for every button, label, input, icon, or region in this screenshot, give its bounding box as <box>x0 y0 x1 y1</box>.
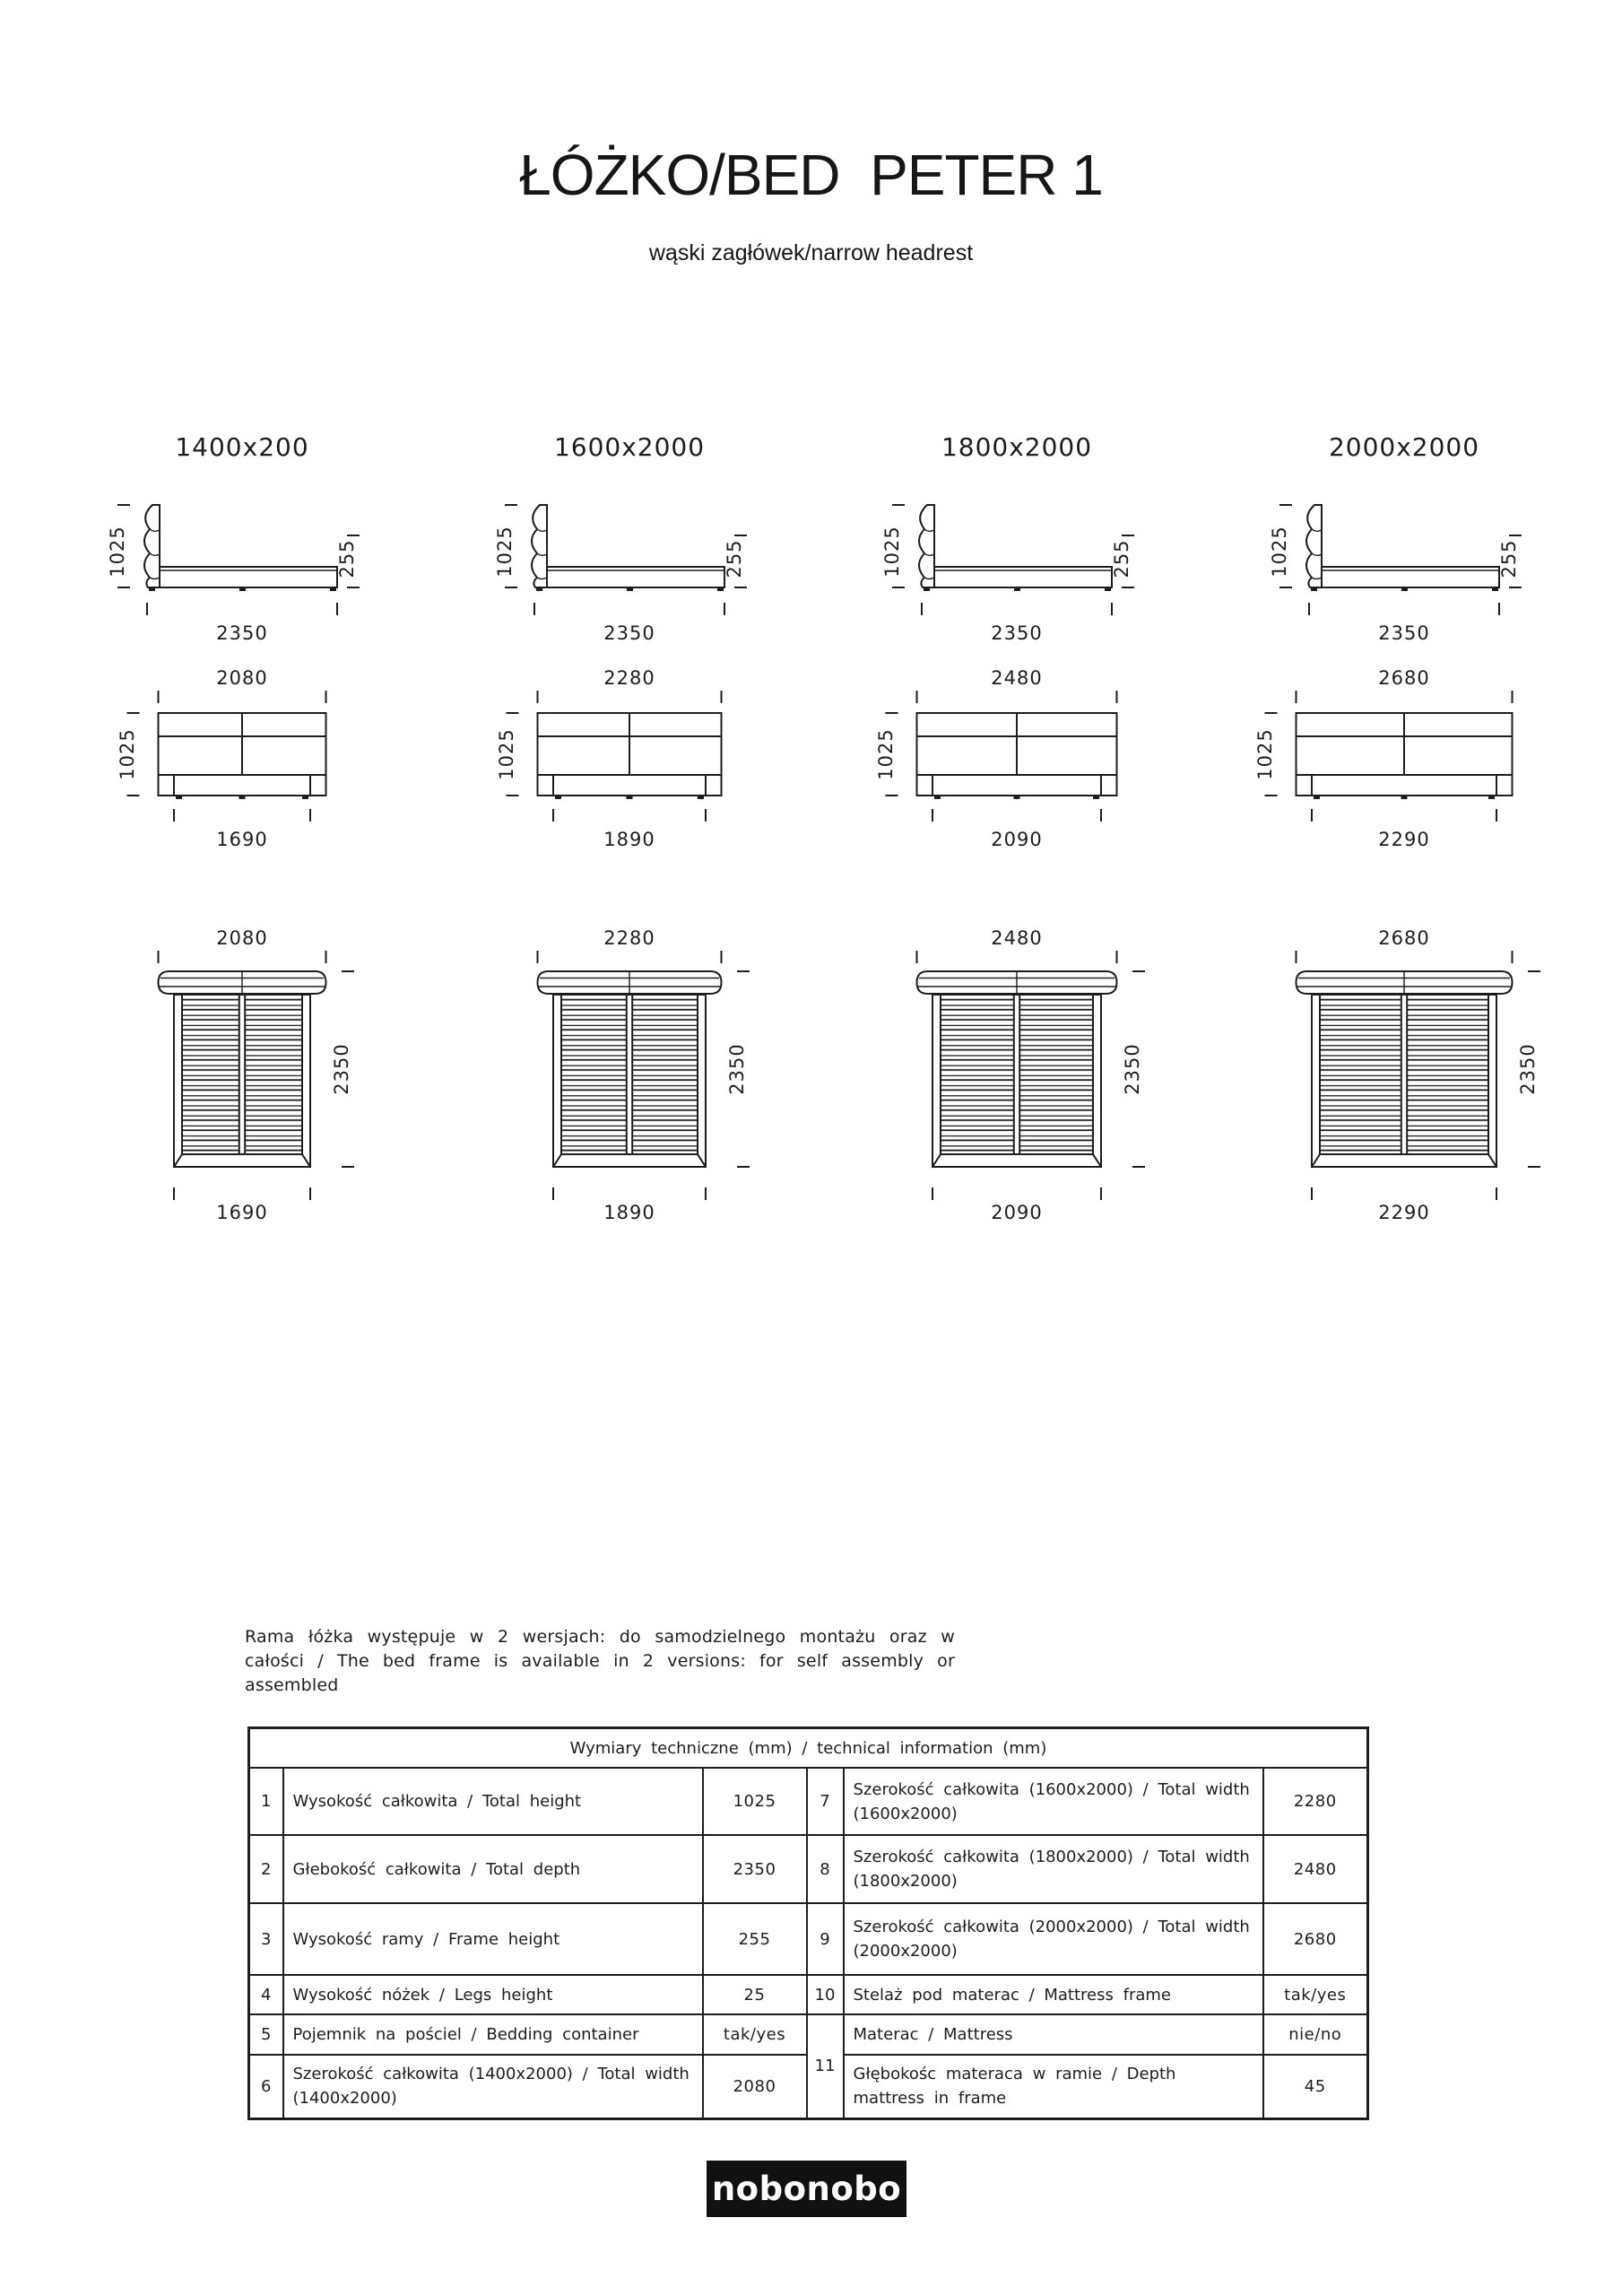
row-number: 2 <box>249 1835 283 1903</box>
dim-label-height: 1025 <box>494 526 516 578</box>
bed-top-drawing <box>1297 971 1513 1167</box>
front-view-diagram <box>846 668 1187 861</box>
frame-width-dim-ticks <box>932 810 1101 821</box>
spec-name: Szerokość całkowita (1800x2000) / Total width (1800x2000) <box>844 1835 1263 1903</box>
spec-name: Szerokość całkowita (2000x2000) / Total width (2000x2000) <box>844 1903 1263 1975</box>
brand-logo <box>707 2161 906 2217</box>
size-labels-row <box>48 432 1598 462</box>
row-number: 1 <box>249 1768 283 1835</box>
top-view-diagram <box>72 928 412 1224</box>
dim-label-height: 1025 <box>496 728 517 780</box>
width-dim-ticks <box>1297 691 1513 702</box>
table-row <box>249 1768 1368 1835</box>
width-dim-ticks <box>538 952 722 962</box>
table-row <box>249 1975 1368 2014</box>
bed-front-drawing <box>538 713 722 799</box>
dim-label-height: 1025 <box>107 526 128 578</box>
dim-label-total-width: 2080 <box>216 928 268 949</box>
technical-table <box>247 1726 1369 2120</box>
bed-front-drawing <box>1297 713 1513 799</box>
dim-label-depth: 2350 <box>991 622 1043 644</box>
front-view-row <box>48 668 1598 861</box>
spec-value: 2350 <box>703 1835 807 1903</box>
spec-value: 2480 <box>1263 1835 1368 1903</box>
spec-value: 2680 <box>1263 1903 1368 1975</box>
dim-label-frame-height: 255 <box>1498 539 1520 578</box>
width-dim-ticks <box>159 952 326 962</box>
row-number: 3 <box>249 1903 283 1975</box>
table-row <box>249 1903 1368 1975</box>
dim-label-frame-width: 2290 <box>1378 829 1430 850</box>
dim-label-frame-width: 1890 <box>603 1202 655 1223</box>
spec-value: 25 <box>703 1975 807 2014</box>
table-title: Wymiary techniczne (mm) / technical information (mm) <box>249 1728 1368 1769</box>
dim-label-frame-height: 255 <box>1111 539 1132 578</box>
depth-dim-ticks <box>1309 604 1499 614</box>
dim-label-height: 1025 <box>1254 728 1276 780</box>
table-header-row <box>249 1728 1368 1769</box>
frame-width-dim-ticks <box>174 1188 310 1199</box>
dim-label-height: 1025 <box>117 728 138 780</box>
dim-label-depth: 2350 <box>1378 622 1430 644</box>
row-number: 5 <box>249 2014 283 2055</box>
brand-logo-text: nobonobo <box>711 2170 902 2208</box>
width-dim-ticks <box>159 691 326 702</box>
size-label: 1800x2000 <box>941 432 1093 462</box>
row-number: 9 <box>807 1903 844 1975</box>
front-view-diagram <box>72 668 412 861</box>
spec-name: Wysokość ramy / Frame height <box>283 1903 703 1975</box>
dim-label-frame-width: 1890 <box>603 829 655 850</box>
table-row <box>249 1835 1368 1903</box>
dim-label-depth: 2350 <box>1122 1043 1143 1095</box>
frame-width-dim-ticks <box>1312 810 1496 821</box>
spec-value: 2080 <box>703 2055 807 2118</box>
dim-label-frame-width: 2290 <box>1378 1202 1430 1223</box>
bed-top-drawing <box>159 971 326 1167</box>
spec-name: Głębokośc materaca w ramie / Depth mattress in frame <box>844 2055 1263 2118</box>
side-view-diagram <box>72 498 412 655</box>
bed-side-drawing <box>144 505 337 591</box>
spec-name: Głebokość całkowita / Total depth <box>283 1835 703 1903</box>
bed-front-drawing <box>917 713 1117 799</box>
top-view-diagram <box>846 928 1187 1224</box>
page-subtitle: wąski zagłówek/narrow headrest <box>648 240 974 265</box>
bed-front-drawing <box>159 713 326 799</box>
depth-dim-ticks <box>147 604 337 614</box>
spec-name: Szerokość całkowita (1600x2000) / Total width (1600x2000) <box>844 1768 1263 1835</box>
dim-label-total-width: 2080 <box>216 668 268 689</box>
depth-dim-ticks <box>922 604 1112 614</box>
spec-name: Pojemnik na pościel / Bedding container <box>283 2014 703 2055</box>
dim-label-height: 1025 <box>1269 526 1290 578</box>
page-title: ŁÓŻKO/BED PETER 1 <box>519 143 1103 207</box>
frame-width-dim-ticks <box>1312 1188 1496 1199</box>
spec-value: 1025 <box>703 1768 807 1835</box>
spec-name: Wysokość całkowita / Total height <box>283 1768 703 1835</box>
dim-label-frame-height: 255 <box>724 539 745 578</box>
width-dim-ticks <box>917 691 1117 702</box>
width-dim-ticks <box>917 952 1117 962</box>
spec-value: 255 <box>703 1903 807 1975</box>
dim-label-depth: 2350 <box>603 622 655 644</box>
row-number: 11 <box>807 2014 844 2118</box>
bed-top-drawing <box>917 971 1117 1167</box>
depth-dim-ticks <box>534 604 724 614</box>
front-view-diagram <box>459 668 800 861</box>
dim-label-depth: 2350 <box>726 1043 748 1095</box>
spec-name: Stelaż pod materac / Mattress frame <box>844 1975 1263 2014</box>
size-label: 2000x2000 <box>1328 432 1480 462</box>
frame-width-dim-ticks <box>553 810 706 821</box>
dim-label-total-width: 2480 <box>991 928 1043 949</box>
row-number: 4 <box>249 1975 283 2014</box>
dim-label-total-width: 2680 <box>1378 928 1430 949</box>
top-view-row <box>48 928 1598 1224</box>
row-number: 10 <box>807 1975 844 2014</box>
row-number: 6 <box>249 2055 283 2118</box>
bed-side-drawing <box>919 505 1112 591</box>
dim-label-total-width: 2480 <box>991 668 1043 689</box>
dim-label-height: 1025 <box>881 526 903 578</box>
front-view-diagram <box>1234 668 1574 861</box>
dim-label-depth: 2350 <box>1517 1043 1539 1095</box>
assembly-note: Rama łóżka występuje w 2 wersjach: do samodzielnego montażu oraz w całości / The bed frame is available in 2 versions: for self assembly or assembled <box>245 1627 955 1695</box>
dim-label-height: 1025 <box>875 728 897 780</box>
side-view-diagram <box>1234 498 1574 655</box>
bed-side-drawing <box>532 505 724 591</box>
dim-label-total-width: 2280 <box>603 668 655 689</box>
spec-value: 2280 <box>1263 1768 1368 1835</box>
spec-name: Szerokość całkowita (1400x2000) / Total width (1400x2000) <box>283 2055 703 2118</box>
top-view-diagram <box>459 928 800 1224</box>
side-view-diagram <box>459 498 800 655</box>
spec-name: Materac / Mattress <box>844 2014 1263 2055</box>
frame-width-dim-ticks <box>174 810 310 821</box>
dim-label-frame-width: 1690 <box>216 829 268 850</box>
frame-width-dim-ticks <box>553 1188 706 1199</box>
bed-side-drawing <box>1306 505 1499 591</box>
row-number: 8 <box>807 1835 844 1903</box>
spec-value: tak/yes <box>1263 1975 1368 2014</box>
dim-label-total-width: 2680 <box>1378 668 1430 689</box>
dim-label-frame-width: 2090 <box>991 1202 1043 1223</box>
dim-label-frame-height: 255 <box>336 539 358 578</box>
dim-label-frame-width: 2090 <box>991 829 1043 850</box>
width-dim-ticks <box>538 691 722 702</box>
top-view-diagram <box>1234 928 1574 1224</box>
frame-width-dim-ticks <box>932 1188 1101 1199</box>
side-view-row <box>48 498 1598 655</box>
dim-label-depth: 2350 <box>216 622 268 644</box>
spec-value: tak/yes <box>703 2014 807 2055</box>
bed-top-drawing <box>538 971 722 1167</box>
spec-value: 45 <box>1263 2055 1368 2118</box>
row-number: 7 <box>807 1768 844 1835</box>
side-view-diagram <box>846 498 1187 655</box>
size-label: 1600x2000 <box>553 432 706 462</box>
dim-label-total-width: 2280 <box>603 928 655 949</box>
width-dim-ticks <box>1297 952 1513 962</box>
dim-label-frame-width: 1690 <box>216 1202 268 1223</box>
size-label: 1400x200 <box>175 432 309 462</box>
spec-value: nie/no <box>1263 2014 1368 2055</box>
dim-label-depth: 2350 <box>331 1043 352 1095</box>
spec-name: Wysokość nóżek / Legs height <box>283 1975 703 2014</box>
table-row <box>249 2014 1368 2055</box>
